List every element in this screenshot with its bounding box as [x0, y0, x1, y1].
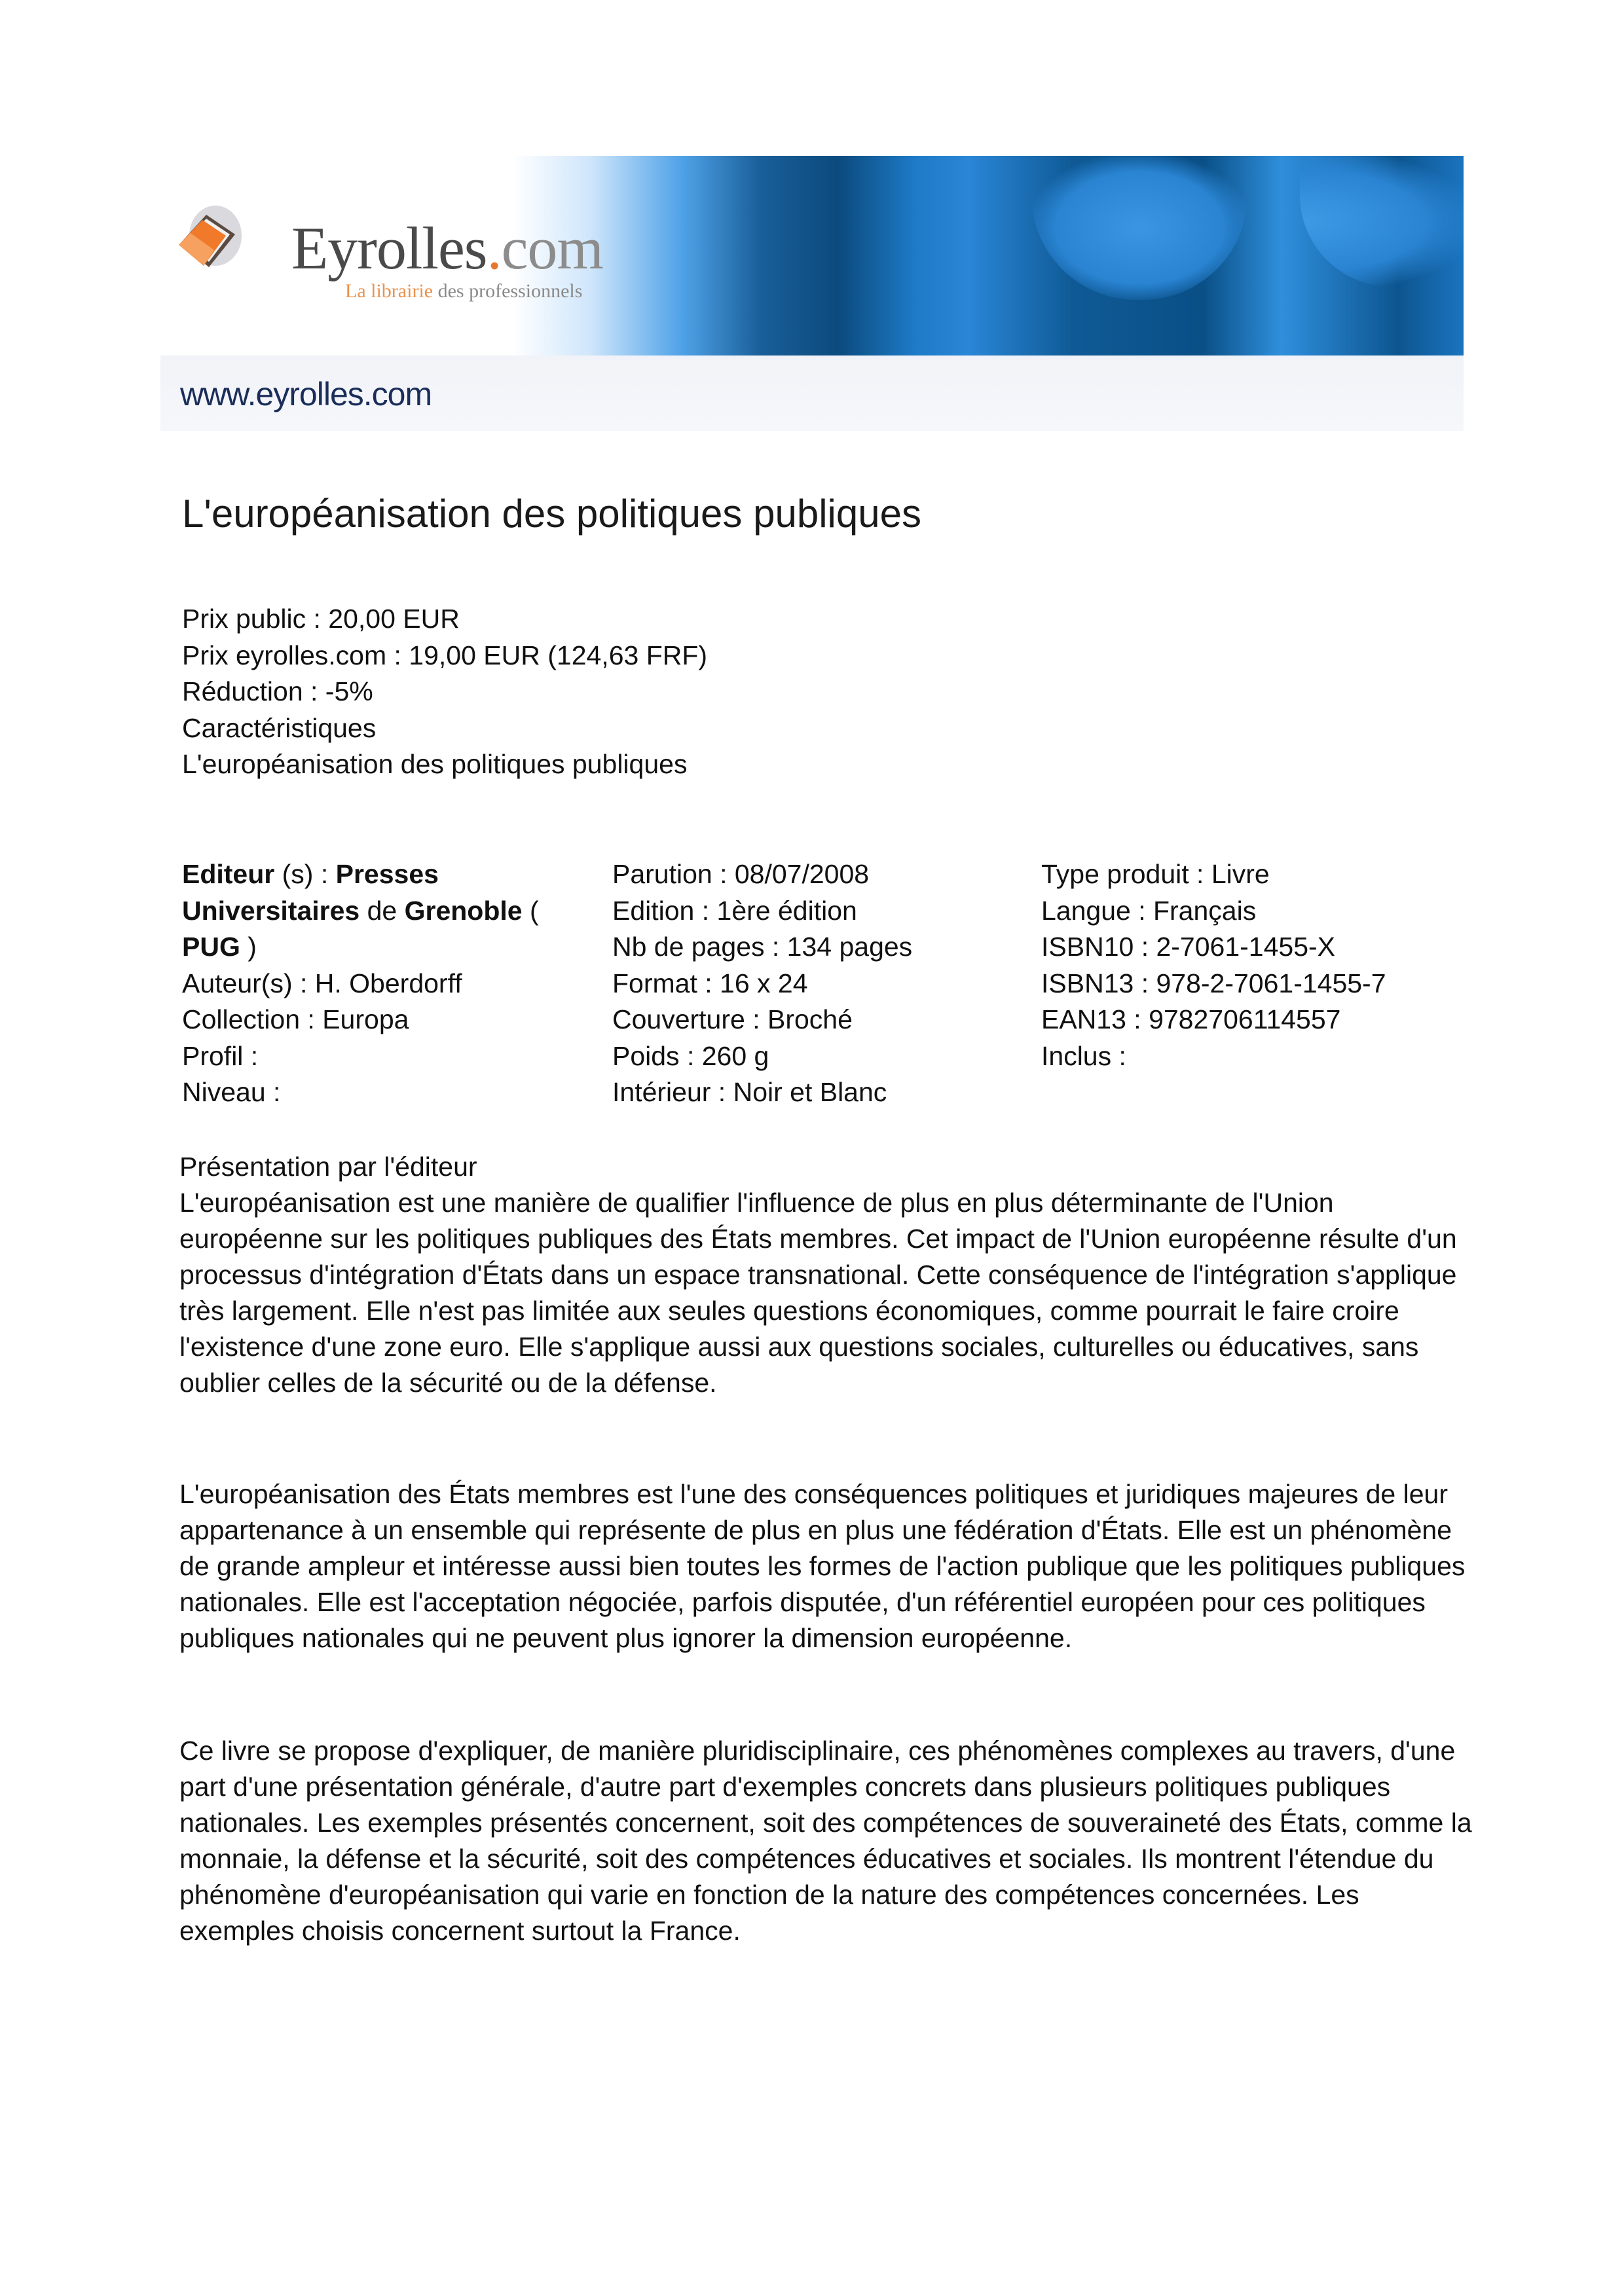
- url-bar: [160, 355, 1464, 431]
- presentation-block-3: [179, 1733, 1476, 1949]
- banner-letter-shape: [1300, 156, 1464, 287]
- paren-close: ): [240, 932, 257, 962]
- included: Inclus :: [1041, 1040, 1126, 1071]
- characteristics-label: Caractéristiques: [182, 712, 377, 743]
- public-price: Prix public : 20,00 EUR: [182, 604, 460, 634]
- publisher-line-1: [182, 856, 588, 893]
- book-title: L'européanisation des politiques publiques: [182, 492, 921, 536]
- logo-wordmark[interactable]: [291, 215, 603, 282]
- site-url-link[interactable]: www.eyrolles.com: [180, 376, 432, 412]
- paren-open: (: [522, 895, 539, 926]
- details-column-publisher: [182, 856, 588, 1111]
- collection[interactable]: Collection : Europa: [182, 1004, 409, 1034]
- details-column-edition: [612, 856, 1031, 1111]
- book-subtitle: L'européanisation des politiques publiques: [182, 749, 688, 779]
- discount: Réduction : -5%: [182, 676, 373, 706]
- presentation-paragraph: L'européanisation est une manière de qualifier l'influence de plus en plus déterminante de l'Union européenne sur les politiques publiques des États membres. Cet impact de l'Union européenne résulte d'un processus d'intégration d'États dans un espace transnational. Cette conséquence de l'intégration s'applique très largement. Elle n'est pas limitée aux seules questions économiques, comme pourrait le faire croire l'existence d'une zone euro. Elle s'applique aussi aux questions sociales, culturelles ou éducatives, sans oublier celles de la sécurité ou de la défense.: [179, 1188, 1457, 1398]
- logo-name: Eyrolles: [291, 215, 487, 282]
- interior: Intérieur : Noir et Blanc: [612, 1077, 887, 1107]
- publisher-link[interactable]: Grenoble: [404, 895, 523, 926]
- presentation-block-1: [179, 1149, 1476, 1401]
- site-price: Prix eyrolles.com : 19,00 EUR (124,63 FRF): [182, 640, 708, 670]
- publisher-label: Editeur: [182, 859, 275, 889]
- details-column-identifiers: [1041, 856, 1500, 1074]
- presentation-paragraph: L'européanisation des États membres est l'une des conséquences politiques et juridiques majeures de leur appartenance à un ensemble qui représente de plus en plus une fédération d'États. Elle est un phénomène de grande ampleur et intéresse aussi bien toutes les formes de l'action publique que les politiques publiques nationales. Elle est l'acceptation négociée, parfois disputée, d'un référentiel européen pour ces politiques publiques nationales qui ne peuvent plus ignorer la dimension européenne.: [179, 1479, 1466, 1653]
- presentation-block-2: [179, 1476, 1476, 1656]
- banner-letter-shape: [1031, 156, 1247, 300]
- author[interactable]: Auteur(s) : H. Oberdorff: [182, 968, 462, 998]
- logo-dot: .: [487, 215, 502, 282]
- isbn13: ISBN13 : 978-2-7061-1455-7: [1041, 968, 1386, 998]
- language: Langue : Français: [1041, 895, 1257, 926]
- publisher-link[interactable]: Universitaires: [182, 895, 360, 926]
- binding: Couverture : Broché: [612, 1004, 853, 1034]
- book-logo-icon: [175, 203, 247, 275]
- weight: Poids : 260 g: [612, 1040, 769, 1071]
- logo-tld: com: [501, 215, 603, 282]
- presentation-heading: Présentation par l'éditeur: [179, 1152, 477, 1182]
- release-date: Parution : 08/07/2008: [612, 859, 870, 889]
- publisher-link[interactable]: Presses: [335, 859, 439, 889]
- level: Niveau :: [182, 1077, 281, 1107]
- isbn10: ISBN10 : 2-7061-1455-X: [1041, 932, 1335, 962]
- presentation-paragraph: Ce livre se propose d'expliquer, de manière pluridisciplinaire, ces phénomènes complexes au travers, d'une part d'une présentation générale, d'autre part d'exemples concrets dans plusieurs politiques publiques nationales. Les exemples présentés concernent, soit des compétences de souveraineté des États, comme la monnaie, la défense et la sécurité, soit des compétences éducatives et sociales. Ils montrent l'étendue du phénomène d'européanisation qui varie en fonction de la nature des compétences concernées. Les exemples choisis concernent surtout la France.: [179, 1736, 1472, 1946]
- profile: Profil :: [182, 1040, 259, 1071]
- publisher-abbr-link[interactable]: PUG: [182, 932, 240, 962]
- publisher-line-3: [182, 929, 588, 966]
- publisher-de: de: [360, 895, 405, 926]
- tagline-rest: des professionnels: [433, 280, 583, 302]
- publisher-suffix: (s) :: [274, 859, 336, 889]
- logo-tagline: [345, 280, 582, 302]
- tagline-accent: La librairie: [345, 280, 434, 302]
- page-count: Nb de pages : 134 pages: [612, 932, 913, 962]
- price-block: [182, 601, 707, 783]
- format: Format : 16 x 24: [612, 968, 808, 998]
- product-type: Type produit : Livre: [1041, 859, 1270, 889]
- header-banner: [160, 156, 1464, 431]
- edition: Edition : 1ère édition: [612, 895, 857, 926]
- ean13: EAN13 : 9782706114557: [1041, 1004, 1341, 1034]
- publisher-line-2: [182, 893, 588, 930]
